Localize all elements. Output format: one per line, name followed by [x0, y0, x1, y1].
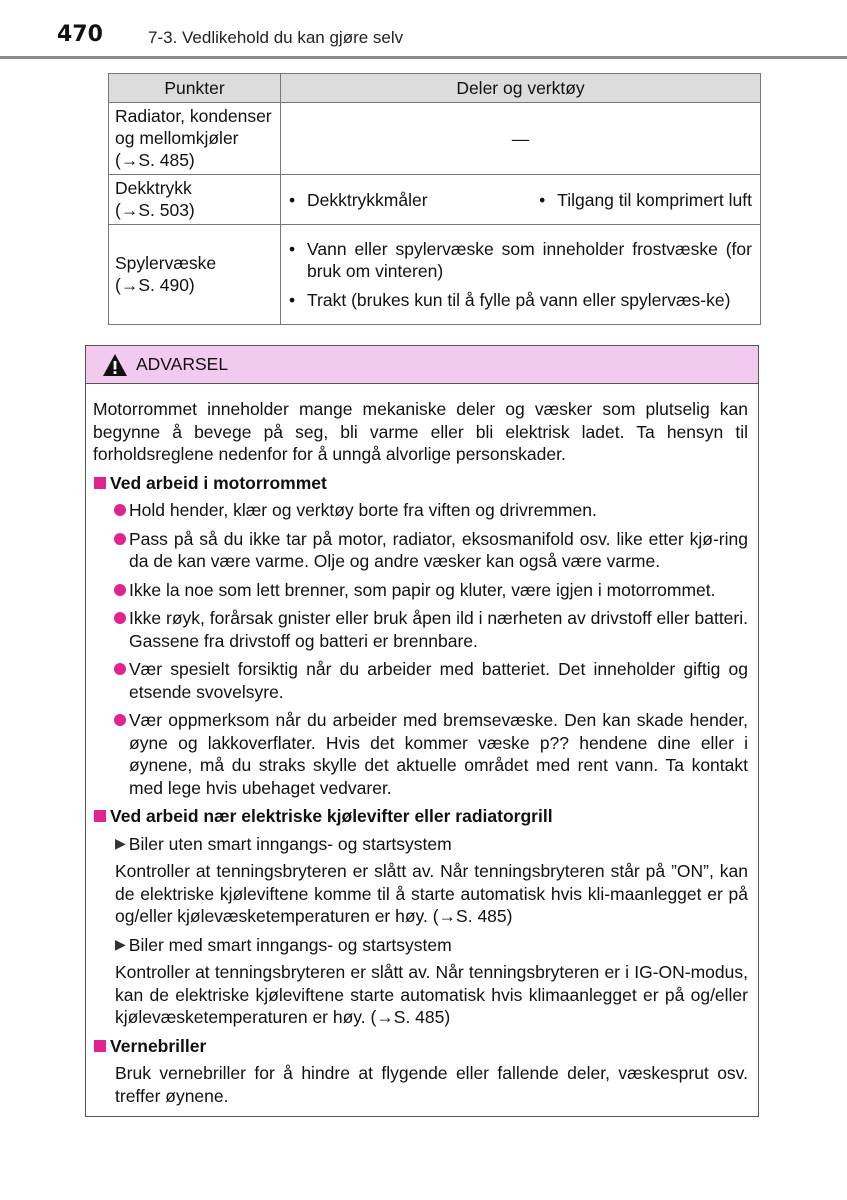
tool-item: • Trakt (brukes kun til å fylle på vann eller spylervæs-ke): [289, 290, 731, 310]
warning-header: [86, 346, 758, 384]
table-row: [109, 175, 761, 225]
column-header-items: Punkter: [109, 74, 281, 103]
parts-table: [108, 73, 761, 325]
magenta-bullet-icon: [114, 533, 126, 545]
list-item: Vær spesielt forsiktig når du arbeider med batteriet. Det inneholder giftig og etsende svovelsyre.: [111, 658, 748, 703]
magenta-square-icon: [94, 1040, 106, 1052]
magenta-square-icon: [94, 477, 106, 489]
magenta-bullet-icon: [114, 504, 126, 516]
table-cell-tools: [281, 175, 761, 225]
case-label: ▶ Biler uten smart inngangs- og startsystem: [115, 833, 452, 854]
triangle-right-icon: ▶: [115, 936, 126, 953]
triangle-right-icon: ▶: [115, 835, 126, 852]
section-title: 7-3. Vedlikehold du kan gjøre selv: [148, 28, 404, 47]
item-name: Radiator, kondenser: [115, 106, 272, 126]
list-item: Hold hender, klær og verktøy borte fra viften og drivremmen.: [111, 499, 748, 522]
case-label: ▶ Biler med smart inngangs- og startsystem: [115, 934, 452, 955]
tool-item: • Tilgang til komprimert luft: [539, 189, 752, 210]
warning-box: [85, 345, 759, 1117]
tool-item: • Vann eller spylervæske som inneholder frostvæske (for bruk om vinteren): [289, 239, 752, 281]
page-reference: (→S. 503): [115, 200, 195, 220]
table-cell-item: [109, 225, 281, 325]
column-header-tools: Deler og verktøy: [281, 74, 761, 103]
section-text: Bruk vernebriller for å hindre at flygende eller fallende deler, væskesprut osv. treffer øynene.: [115, 1063, 748, 1106]
subsection-heading: Ved arbeid i motorrommet: [93, 472, 748, 495]
page-header: [0, 0, 847, 60]
tool-item: • Dekktrykkmåler: [289, 189, 428, 210]
page-number: 470: [57, 22, 103, 47]
list-item: Pass på så du ikke tar på motor, radiator, eksosmanifold osv. like etter kjø-ring da de kan være varme. Olje og andre væsker kan også være varme.: [111, 528, 748, 573]
case-text: Kontroller at tenningsbryteren er slått av. Når tenningsbryteren står på ”ON”, kan de elektriske kjøleviftene komme til å starte automatisk hvis kli-maanlegget er på og/eller kjølevæsketemperaturen er høy. (→S. 485): [115, 861, 748, 926]
magenta-bullet-icon: [114, 584, 126, 596]
table-row: [109, 225, 761, 325]
table-cell-tools: [281, 225, 761, 325]
list-item: Ikke la noe som lett brenner, som papir og kluter, være igjen i motorrommet.: [111, 579, 748, 602]
page-reference: (→S. 485): [115, 150, 195, 170]
item-name: Spylervæske: [115, 253, 217, 273]
subsection-heading: Ved arbeid nær elektriske kjølevifter eller radiatorgrill: [93, 805, 748, 828]
magenta-bullet-icon: [114, 714, 126, 726]
case-text: Kontroller at tenningsbryteren er slått av. Når tenningsbryteren er i IG-ON-modus, kan de elektriske kjøleviftene starte automatisk hvis klimaanlegget er på og/eller kjølevæsketemperaturen er høy. (→S. 485): [115, 962, 748, 1027]
magenta-square-icon: [94, 810, 106, 822]
no-tools-dash: —: [511, 128, 530, 149]
item-name-cont: og mellomkjøler: [115, 128, 239, 148]
warning-title: ADVARSEL: [136, 354, 229, 374]
warning-body: [86, 384, 758, 1107]
list-item: Ikke røyk, forårsak gnister eller bruk åpen ild i nærheten av drivstoff eller batteri. Gassene fra drivstoff og batteri er brennbare.: [111, 607, 748, 652]
table-cell-tools: [281, 103, 761, 175]
warning-intro: Motorrommet inneholder mange mekaniske deler og væsker som plutselig kan begynne å bevege på seg, bli varme eller bli elektrisk ladet. Ta hensyn til forholdsreglene nedenfor for å unngå alvorlige personskader.: [93, 399, 748, 464]
subsection-heading: Vernebriller: [93, 1035, 748, 1058]
table-cell-item: [109, 103, 281, 175]
table-cell-item: [109, 175, 281, 225]
page-reference: (→S. 490): [115, 275, 195, 295]
magenta-bullet-icon: [114, 663, 126, 675]
item-name: Dekktrykk: [115, 178, 192, 198]
table-row: [109, 103, 761, 175]
list-item: Vær oppmerksom når du arbeider med bremsevæske. Den kan skade hender, øyne og lakkoverflater. Hvis det kommer væske p?? hendene dine eller i øynene, må du straks skylle det aktuelle området med rent vann. Ta kontakt med lege hvis ubehaget vedvarer.: [111, 709, 748, 799]
table-header-row: [109, 74, 761, 103]
header-divider: [0, 56, 847, 59]
magenta-bullet-icon: [114, 612, 126, 624]
warning-triangle-icon: [102, 353, 128, 377]
